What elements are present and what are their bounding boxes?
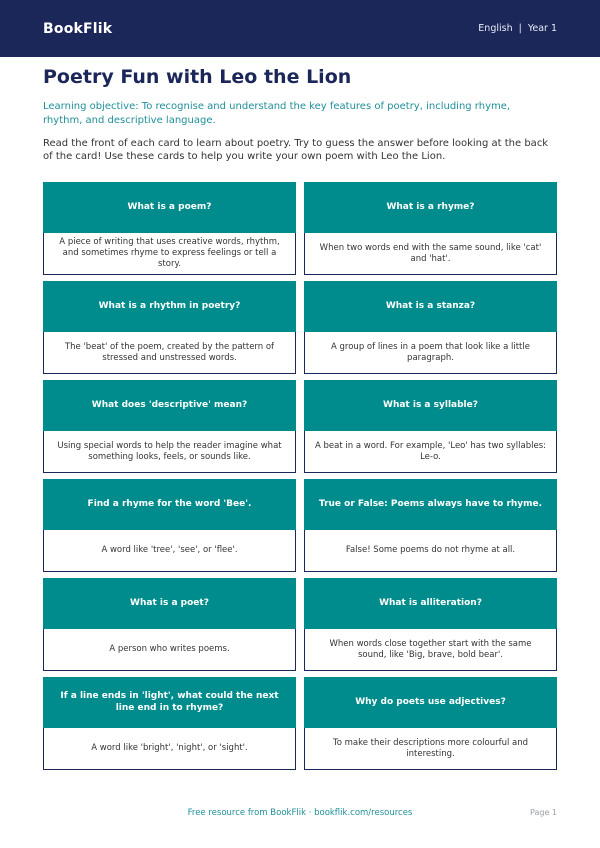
card-back: The 'beat' of the poem, created by the pattern of stressed and unstressed words. (43, 332, 296, 374)
card-front: What is alliteration? (304, 578, 557, 629)
card-front: What is a poem? (43, 182, 296, 233)
subject-year (478, 23, 557, 34)
flashcard (304, 578, 557, 671)
card-front: What is a rhyme? (304, 182, 557, 233)
flashcard (304, 380, 557, 473)
card-back: A word like 'tree', 'see', or 'flee'. (43, 530, 296, 572)
instructions: Read the front of each card to learn about poetry. Try to guess the answer before looking at the back of the card! Use these cards to help you write your own poem with Leo the Lion. (43, 138, 549, 162)
card-front: True or False: Poems always have to rhyme. (304, 479, 557, 530)
flashcard (43, 479, 296, 572)
card-back: A word like 'bright', 'night', or 'sight'. (43, 728, 296, 770)
card-back: A piece of writing that uses creative words, rhythm, and sometimes rhyme to express feelings or tell a story. (43, 233, 296, 275)
year-label: Year 1 (527, 23, 557, 34)
card-front: What is a syllable? (304, 380, 557, 431)
card-back: A person who writes poems. (43, 629, 296, 671)
learning-objective: Learning objective: To recognise and understand the key features of poetry, including rhyme, rhythm, and descriptive language. (43, 101, 511, 126)
card-back: When two words end with the same sound, like 'cat' and 'hat'. (304, 233, 557, 275)
footer-credit[interactable]: Free resource from BookFlik · bookflik.com/resources (187, 808, 413, 818)
flashcard (43, 380, 296, 473)
card-front: What is a rhythm in poetry? (43, 281, 296, 332)
flashcard (304, 281, 557, 374)
flashcard-grid (43, 182, 557, 770)
flashcard (304, 479, 557, 572)
page-number: Page 1 (530, 808, 557, 817)
card-front: Find a rhyme for the word 'Bee'. (43, 479, 296, 530)
card-back: To make their descriptions more colourful and interesting. (304, 728, 557, 770)
flashcard (43, 578, 296, 671)
flashcard (43, 281, 296, 374)
flashcard (43, 182, 296, 275)
card-back: False! Some poems do not rhyme at all. (304, 530, 557, 572)
card-back: A group of lines in a poem that look like a little paragraph. (304, 332, 557, 374)
top-bar (0, 0, 600, 57)
brand-logo[interactable]: BookFlik (43, 20, 113, 37)
card-back: When words close together start with the same sound, like 'Big, brave, bold bear'. (304, 629, 557, 671)
card-front: What is a stanza? (304, 281, 557, 332)
page-title: Poetry Fun with Leo the Lion (43, 66, 352, 88)
card-front: What is a poet? (43, 578, 296, 629)
flashcard (304, 182, 557, 275)
flashcard (304, 677, 557, 770)
card-front: If a line ends in 'light', what could the next line end in to rhyme? (43, 677, 296, 728)
meta-separator: | (518, 23, 522, 34)
card-back: A beat in a word. For example, 'Leo' has two syllables: Le-o. (304, 431, 557, 473)
card-back: Using special words to help the reader imagine what something looks, feels, or sounds like. (43, 431, 296, 473)
flashcard (43, 677, 296, 770)
subject-label: English (478, 23, 513, 34)
card-front: What does 'descriptive' mean? (43, 380, 296, 431)
card-front: Why do poets use adjectives? (304, 677, 557, 728)
